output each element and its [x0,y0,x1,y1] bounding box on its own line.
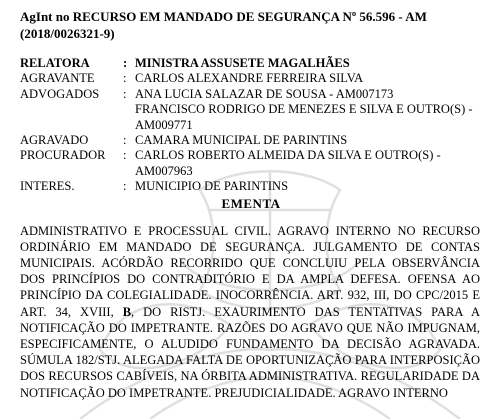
ementa-bold-letter: B [122,304,132,319]
party-value-line: MINISTRA ASSUSETE MAGALHÃES [135,56,350,70]
party-row-agravante [20,71,482,86]
ementa-text-part: , DO RISTJ. EXAURIMENTO DAS TENTATIVAS PARA A NOTIFICAÇÃO DO IMPETRANTE. RAZÕES DO AGRAVO QUE NÃO IMPUGNAM, ESPECIFICAMENTE, O ALUDIDO FUNDAMENTO DA DECISÃO AGRAVADA. SÚMULA 182/STJ. ALEGADA FALTA DE OPORTUNIZAÇÃO PARA INTERPOSIÇÃO DOS RECURSOS CABÍVEIS, NA ÓRBITA ADMINISTRATIVA. REGULARIDADE DA NOTIFICAÇÃO DO IMPETRANTE. PREJUDICIALIDADE. AGRAVO INTERNO [20,304,480,400]
case-title [20,8,482,42]
party-value-line: FRANCISCO RODRIGO DE MENEZES E SILVA E OUTRO(S) - AM009771 [135,102,473,132]
party-role: AGRAVANTE [20,71,95,86]
ementa-text-part: ADMINISTRATIVO E PROCESSUAL CIVIL. AGRAVO INTERNO NO RECURSO ORDINÁRIO EM MANDADO DE SEGURANÇA. JULGAMENTO DE CONTAS MUNICIPAIS. ACÓRDÃO RECORRIDO QUE CONCLUIU PELA OBSERVÂNCIA DOS PRINCÍPIOS DO CONTRADITÓRIO E DA AMPLA DEFESA. OFENSA AO PRINCÍPIO DA COLEGIALIDADE. INOCORRÊNCIA. ART. 932, III, DO CPC/2015 E ART. 34, XVIII, [20,223,480,319]
party-role: INTERES. [20,179,75,194]
party-row-relatora [20,56,482,71]
party-value [135,71,482,86]
party-value-line: CARLOS ALEXANDRE FERREIRA SILVA [135,71,364,86]
party-value [135,179,482,194]
party-colon: : [123,56,128,70]
party-value-line: CARLOS ROBERTO ALMEIDA DA SILVA E OUTRO(S) - AM007963 [135,148,441,178]
party-colon: : [123,133,127,148]
party-value [135,133,482,148]
party-role: ADVOGADOS [20,86,100,101]
party-colon: : [123,179,127,194]
party-row-agravado [20,133,482,148]
party-colon: : [123,71,127,86]
party-colon: : [123,86,127,101]
parties-table [20,56,482,195]
case-title-line-1: AgInt no RECURSO EM MANDADO DE SEGURANÇA Nº 56.596 - AM [20,9,427,24]
party-value [135,56,482,71]
ementa-heading: EMENTA [221,195,281,211]
party-value-line: ANA LUCIA SALAZAR DE SOUSA - AM007173 [135,86,394,101]
party-role: PROCURADOR [20,148,106,163]
party-value [135,148,482,179]
party-row-interes [20,179,482,194]
party-value-line: CAMARA MUNICIPAL DE PARINTINS [135,133,348,148]
party-value [135,87,482,133]
case-number: (2018/0026321-9) [20,26,115,41]
party-row-procurador [20,148,482,179]
party-row-advogados [20,87,482,133]
party-role: AGRAVADO [20,133,89,148]
party-colon: : [123,148,127,163]
party-value-line: MUNICIPIO DE PARINTINS [135,179,289,194]
ementa-text [20,223,482,401]
party-role: RELATORA [20,56,90,70]
